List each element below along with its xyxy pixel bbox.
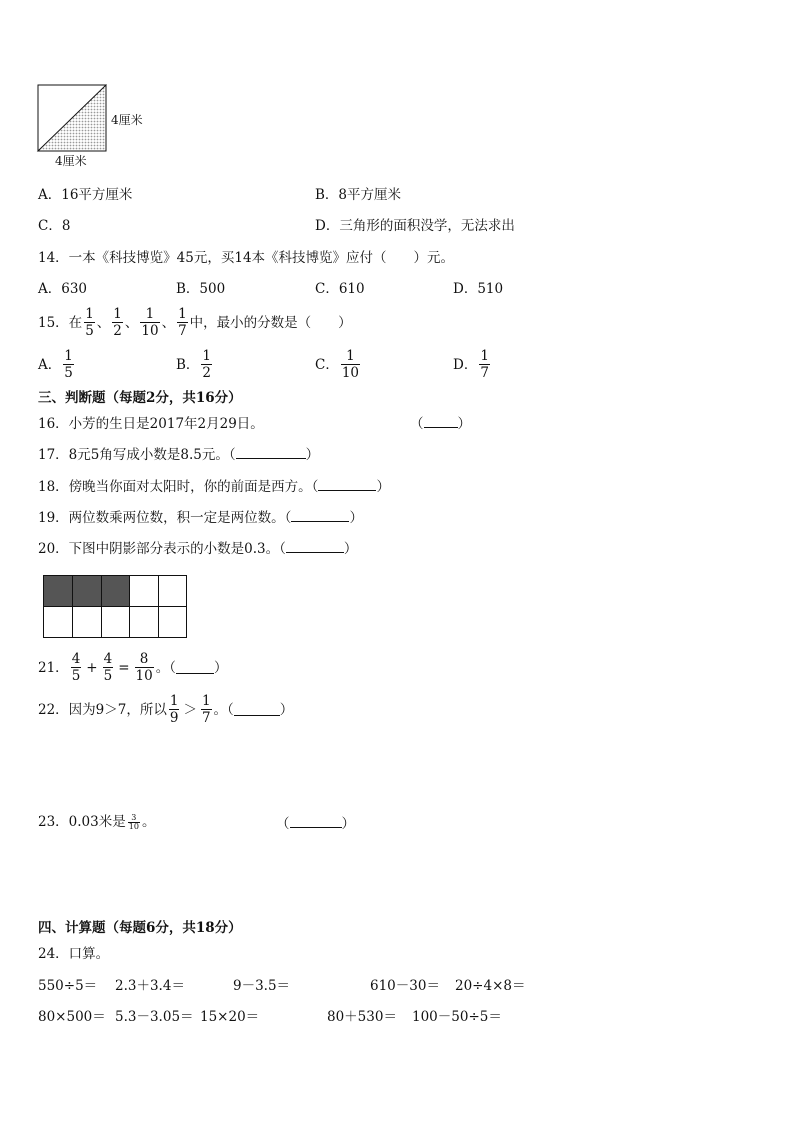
q20-answer-blank[interactable] — [286, 540, 344, 553]
q14-option-c: C．610 — [315, 281, 365, 297]
grid-cell — [129, 606, 159, 638]
q17-question: 17．8元5角写成小数是8.5元。（ ） — [38, 447, 320, 463]
q14-question: 14．一本《科技博览》45元，买14本《科技博览》应付（ ）元。 — [38, 250, 455, 266]
grid-cell — [158, 575, 187, 607]
q15-option-c: C． $\frac{1}{10}$ — [315, 348, 360, 381]
q14-option-b: B．500 — [176, 281, 226, 297]
q15-fraction-2: $\frac{1}{2}$ — [113, 306, 122, 339]
q15-option-a: A． $\frac{1}{5}$ — [38, 348, 73, 381]
q16-answer-blank[interactable]: （ ） — [410, 416, 471, 432]
q14-option-a: A．630 — [38, 281, 88, 297]
q15-sep-3: 、 — [161, 314, 176, 331]
figure-label-right: 4厘米 — [111, 113, 143, 127]
q24-item: 5.3－3.05＝ — [115, 1009, 194, 1025]
q20-question: 20．下图中阴影部分表示的小数是0.3。（ ） — [38, 541, 358, 557]
section4-title: 四、计算题（每题6分，共18分） — [38, 920, 242, 936]
figure-label-bottom: 4厘米 — [55, 154, 87, 168]
q24-item: 610－30＝ — [370, 978, 440, 994]
q21-fraction-2: $\frac{4}{5}$ — [103, 651, 113, 684]
q21-question: 21． $\frac{4}{5}$ + $\frac{4}{5}$ = $\frac{8}{10}$ 。（ ） — [38, 651, 228, 684]
q16-question: 16．小芳的生日是2017年2月29日。 — [38, 416, 264, 432]
q23-answer-blank[interactable]: （ ） — [276, 816, 355, 832]
q24-item: 2.3＋3.4＝ — [115, 978, 185, 994]
q14-option-d: D．510 — [453, 281, 504, 297]
q24-item: 80×500＝ — [38, 1009, 106, 1025]
q15-prefix: 15．在 — [38, 314, 83, 331]
grid-cell — [129, 575, 159, 607]
q15-option-d: D． $\frac{1}{7}$ — [453, 348, 489, 381]
q24-item: 20÷4×8＝ — [455, 978, 526, 994]
q22-answer-blank[interactable] — [234, 703, 280, 716]
q15-question — [38, 306, 352, 339]
q13-option-a: A．16平方厘米 — [38, 187, 133, 203]
grid-cell — [43, 606, 73, 638]
q17-answer-blank[interactable] — [236, 446, 306, 459]
q13-option-d: D．三角形的面积没学，无法求出 — [315, 218, 515, 234]
q15-suffix: 中，最小的分数是（ ） — [189, 314, 352, 331]
q23-fraction: $\frac{3}{10}$ — [128, 812, 139, 831]
grid-cell — [72, 606, 102, 638]
q15-fraction-3: $\frac{1}{10}$ — [141, 306, 159, 339]
q18-question: 18．傍晚当你面对太阳时，你的前面是西方。（ ） — [38, 479, 390, 495]
grid-cell — [158, 606, 187, 638]
q19-question: 19．两位数乘两位数，积一定是两位数。（ ） — [38, 510, 363, 526]
q21-fraction-1: $\frac{4}{5}$ — [71, 651, 81, 684]
grid-cell-shaded — [101, 575, 131, 607]
q18-answer-blank[interactable] — [318, 478, 376, 491]
section3-title: 三、判断题（每题2分，共16分） — [38, 390, 242, 406]
q23-question: 23．0.03米是 $\frac{3}{10}$ 。 — [38, 812, 156, 831]
q15-option-b: B． $\frac{1}{2}$ — [176, 348, 212, 381]
q15-sep-2: 、 — [124, 314, 139, 331]
q13-option-c: C．8 — [38, 218, 71, 234]
q15-sep-1: 、 — [96, 314, 111, 331]
q15-fraction-1: $\frac{1}{5}$ — [85, 306, 94, 339]
q24-item: 100－50÷5＝ — [412, 1009, 502, 1025]
q22-fraction-2: $\frac{1}{7}$ — [201, 693, 211, 726]
grid-cell-shaded — [43, 575, 73, 607]
q24-item: 9－3.5＝ — [233, 978, 291, 994]
decimal-grid — [43, 575, 187, 638]
q21-fraction-3: $\frac{8}{10}$ — [135, 651, 153, 684]
q21-answer-blank[interactable] — [176, 661, 214, 674]
q24-item: 80＋530＝ — [327, 1009, 397, 1025]
q15-fraction-4: $\frac{1}{7}$ — [178, 306, 187, 339]
q13-option-b: B．8平方厘米 — [315, 187, 402, 203]
q22-fraction-1: $\frac{1}{9}$ — [169, 693, 179, 726]
grid-cell-shaded — [72, 575, 102, 607]
q22-question: 22．因为9＞7，所以 $\frac{1}{9}$ ＞ $\frac{1}{7}$ 。（ ） — [38, 693, 294, 726]
q24-item: 15×20＝ — [200, 1009, 260, 1025]
q24-item: 550÷5＝ — [38, 978, 98, 994]
q19-answer-blank[interactable] — [291, 509, 349, 522]
grid-cell — [101, 606, 131, 638]
q24-title: 24．口算。 — [38, 946, 110, 962]
